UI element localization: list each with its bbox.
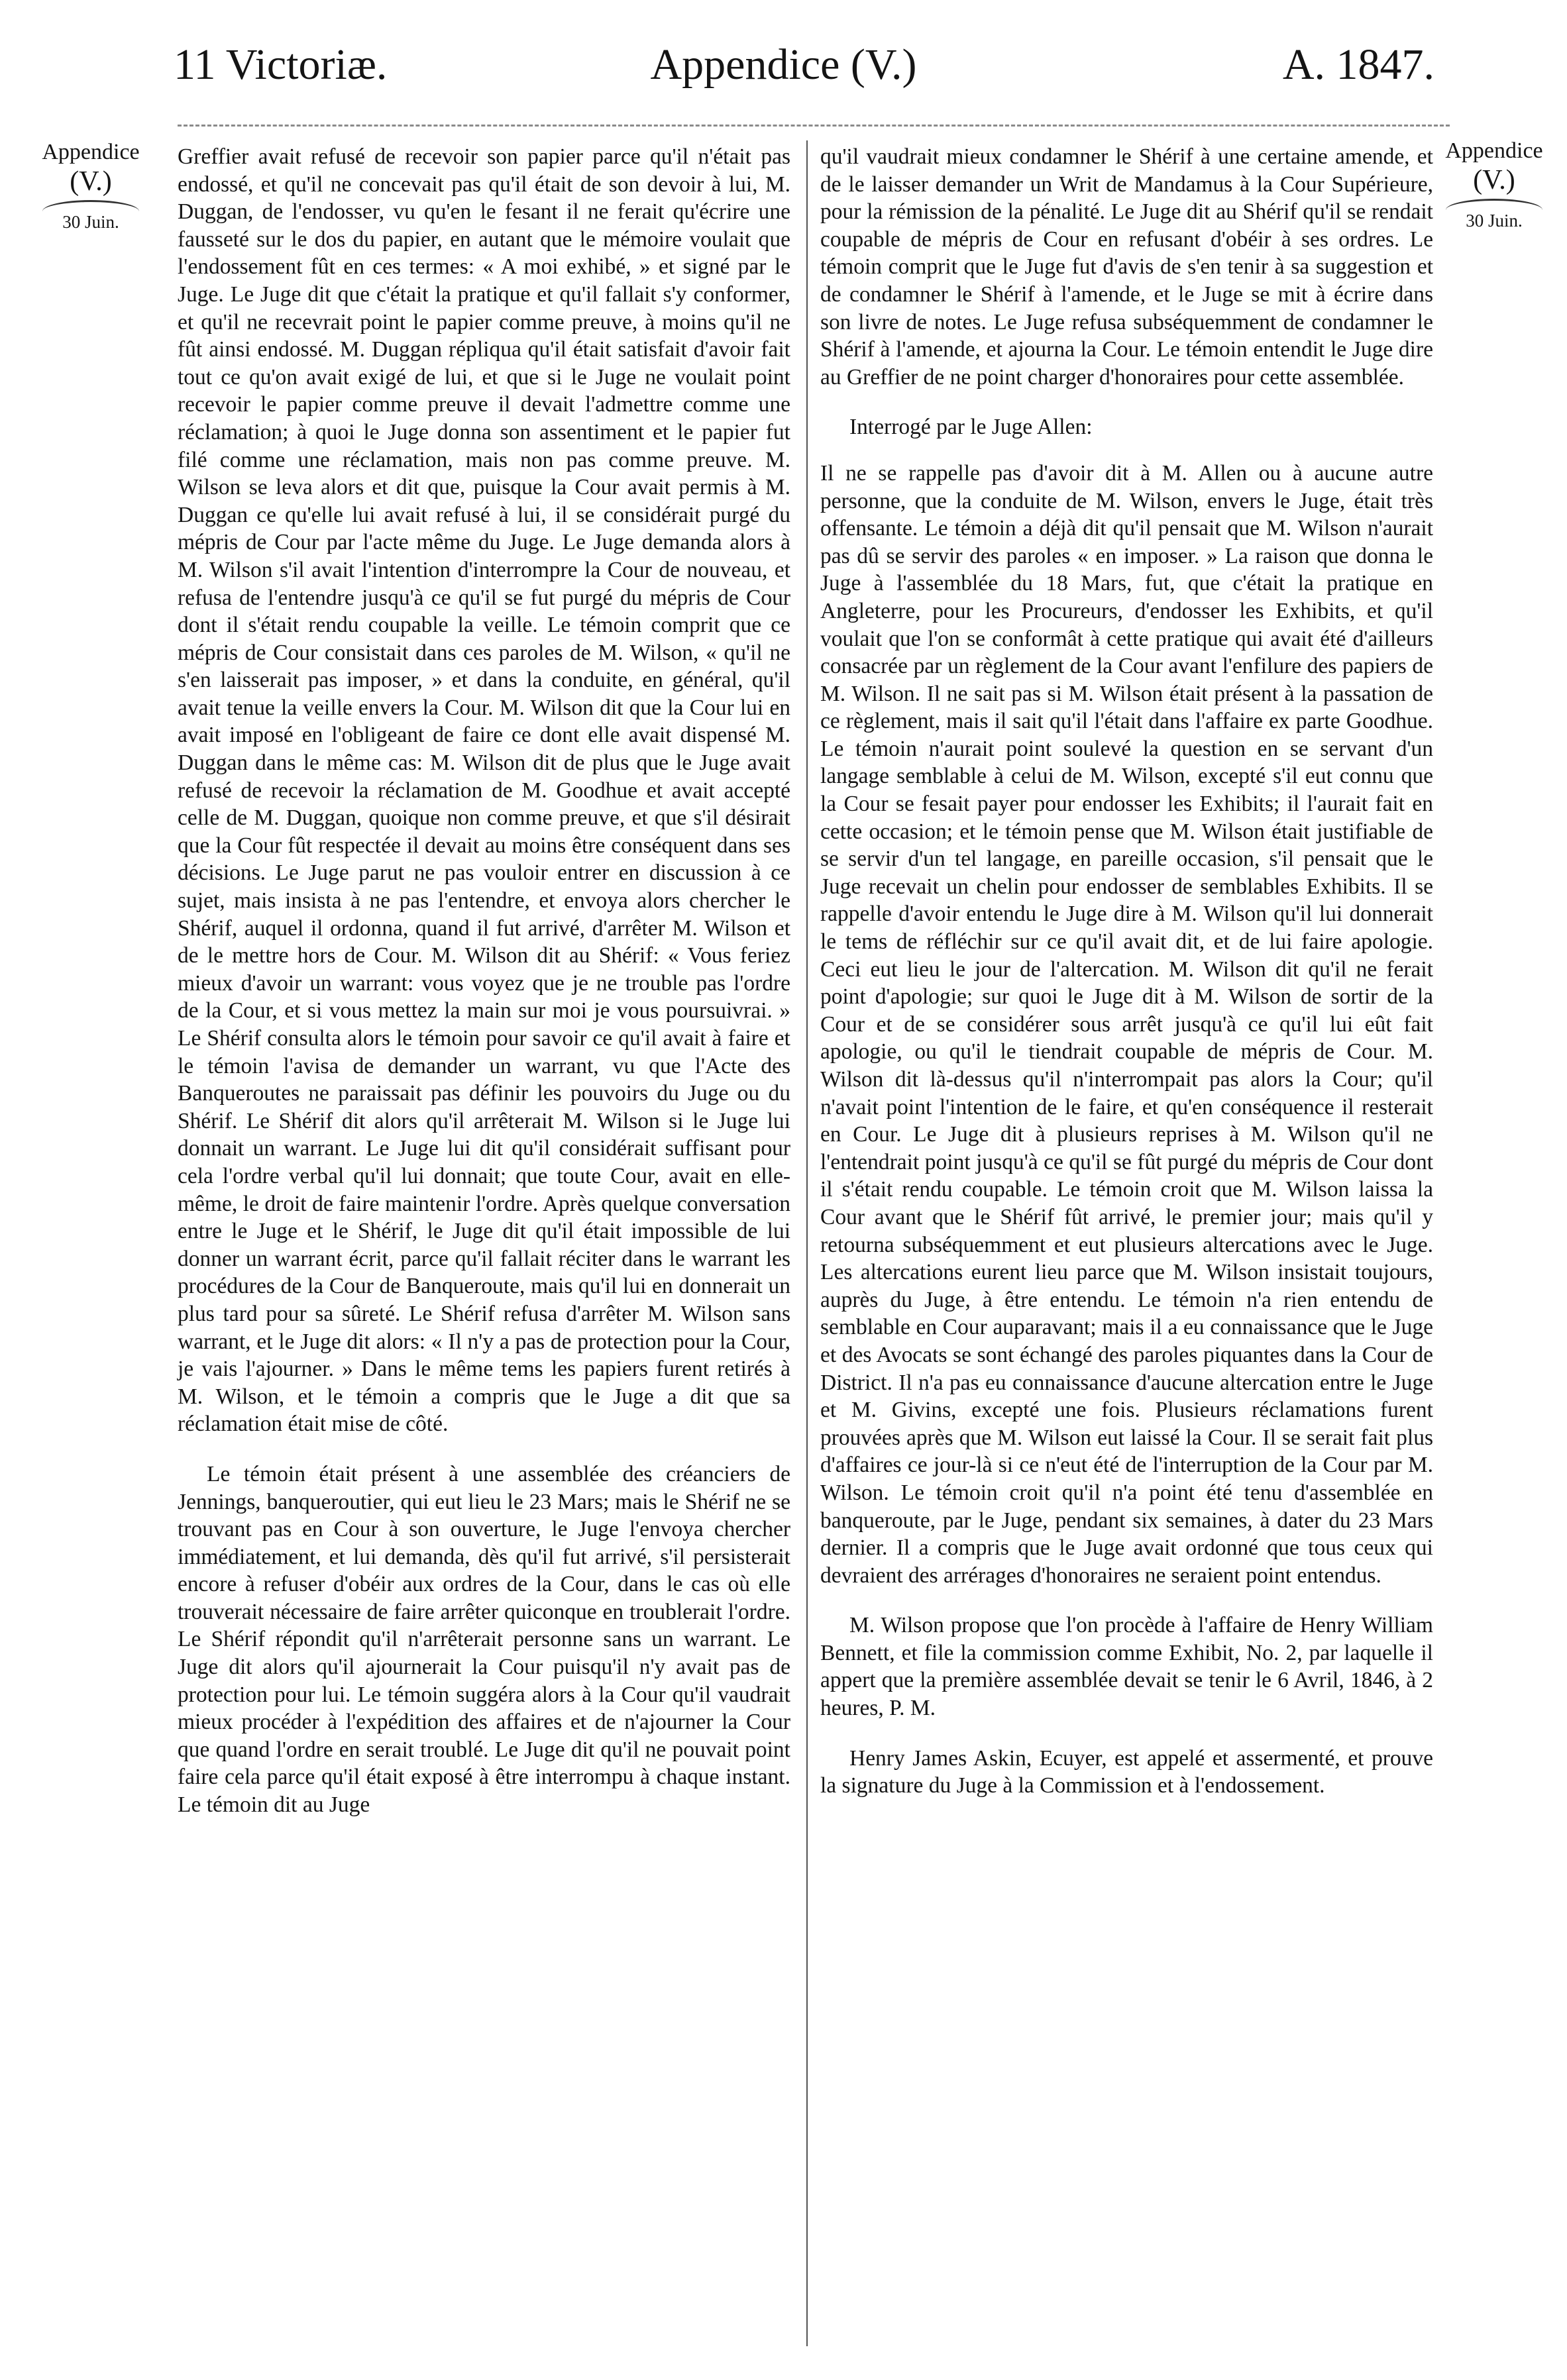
paragraph: Greffier avait refusé de recevoir son papier parce qu'il n'était pas endossé, et qu'il ne concevait pas qu'il était de son devoir à lui, M. Duggan, de l'endosser, vu qu'en le fesant il ne ferait qu'écrire une fausseté sur le dos du papier, en autant que le mémoire voulait que l'endossement fût en ces termes: « A moi exhibé, » et signé par le Juge. Le Juge dit que c'était la pratique et qu'il fallait s'y conformer, et qu'il ne recevrait point le papier comme preuve, à moins qu'il ne fût ainsi endossé. M. Duggan répliqua qu'il était satisfait d'avoir fait tout ce qu'on avait exigé de lui, et que si le Juge ne voulait point recevoir le papier comme preuve il devait l'admettre comme une réclamation; à quoi le Juge donna son assentiment et le papier fut filé comme une réclamation, mais non pas comme preuve. M. Wilson se leva alors et dit que, puisque la Cour avait permis à M. Duggan ce qu'elle lui avait refusé à lui, il se considérait purgé du mépris de Cour par l'acte même du Juge. Le Juge demanda alors à M. Wilson s'il avait l'intention d'interrompre la Cour de nouveau, et refusa de l'entendre jusqu'à ce qu'il se fut purgé du mépris de Cour dont il s'était rendu coupable la veille. Le témoin comprit que ce mépris de Cour consistait dans ces paroles de M. Wilson, « qu'il ne s'en laisserait pas imposer, » et dans la conduite, en général, qu'il avait tenue la veille envers la Cour. M. Wilson dit que la Cour lui en avait imposé en l'obligeant de faire ce dont elle avait dispensé M. Duggan dans le même cas: M. Wilson dit de plus que le Juge avait refusé de recevoir la réclamation de M. Goodhue et avait accepté celle de M. Duggan, quoique non comme preuve, et que s'il désirait que la Cour fût respectée il devait au moins être conséquent dans ses décisions. Le Juge parut ne pas vouloir entrer en discussion à ce sujet, mais insista à ne pas l'entendre, et envoya alors chercher le Shérif, auquel il ordonna, quand il fut arrivé, d'arrêter M. Wilson et de le mettre hors de Cour. M. Wilson dit au Shérif: « Vous feriez mieux d'avoir un warrant: vous voyez que je ne trouble pas l'ordre de la Cour, et si vous mettez la main sur moi je vous poursuivrai. » Le Shérif consulta alors le témoin pour savoir ce qu'il avait à faire et le témoin l'avisa de demander un warrant, vu que l'Acte des Banqueroutes ne paraissait pas définir les pouvoirs du Juge ou du Shérif. Le Shérif dit alors qu'il arrêterait M. Wilson si le Juge lui donnait un warrant. Le Juge lui dit qu'il considérait suffisant pour cela l'ordre verbal qu'il lui donnait; que toute Cour, avait en elle-même, le droit de faire maintenir l'ordre. Après quelque conversation entre le Juge et le Shérif, le Juge dit qu'il était impossible de lui donner un warrant écrit, parce qu'il fallait réciter dans le warrant les procédures de la Cour de Banqueroute, mais qu'il lui en donnerait un plus tard pour sa sûreté. Le Shérif refusa d'arrêter M. Wilson sans warrant, et le Juge dit alors: « Il n'y a pas de protection pour la Cour, je vais l'ajourner. » Dans le même tems les papiers furent retirés à M. Wilson, et le témoin a compris que le Juge a dit que sa réclamation était mise de côté. — [178, 144, 790, 1437]
margin-note-letter: (V.) — [1473, 165, 1515, 195]
margin-note-right — [1438, 138, 1550, 231]
brace-icon — [42, 200, 139, 211]
header-year: A. 1847. — [1282, 40, 1434, 89]
margin-note-letter: (V.) — [70, 166, 112, 197]
margin-note-date: 30 Juin. — [1466, 211, 1523, 231]
brace-icon — [1446, 199, 1542, 210]
margin-note-title: Appendice — [42, 140, 140, 164]
column-divider — [806, 140, 808, 2346]
right-column — [820, 143, 1433, 1800]
paragraph: Le témoin était présent à une assemblée des créanciers de Jennings, banqueroutier, qui eut lieu le 23 Mars; mais le Shérif ne se trouvant pas en Cour à son ouverture, le Juge l'envoya chercher immédiatement, et lui demanda, dès qu'il fut arrivé, s'il persisterait encore à refuser d'obéir aux ordres de la Cour, dans le cas où elle trouverait nécessaire de faire arrêter quiconque en troublerait l'ordre. Le Shérif répondit qu'il n'arrêterait personne sans un warrant. Le Juge dit alors qu'il ajournerait la Cour puisqu'il n'y avait pas de protection pour lui. Le témoin suggéra alors à la Cour qu'il vaudrait mieux procéder à l'expédition des affaires et de n'ajourner la Cour que quand l'ordre en serait troublé. Le Juge dit qu'il ne pouvait point faire cela parce qu'il était exposé à être interrompu à chaque instant. Le témoin dit au Juge — [178, 1461, 790, 1818]
header-title: Appendice (V.) — [650, 40, 917, 89]
margin-note-date: 30 Juin. — [62, 212, 119, 232]
paragraph: qu'il vaudrait mieux condamner le Shérif à une certaine amende, et de le laisser demander un Writ de Mandamus à la Cour Supérieure, pour la rémission de la pénalité. Le Juge dit au Shérif qu'il se rendait coupable de mépris de Cour en refusant d'obéir à ses ordres. Le témoin comprit que le Juge fut d'avis de s'en tenir à sa suggestion et de condamner le Shérif à l'amende, et le Juge se mit à écrire dans son livre de notes. Le Juge refusa subséquemment de condamner le Shérif à l'amende, et ajourna la Cour. Le témoin entendit le Juge dire au Greffier de ne point charger d'honoraires pour cette assemblée. — [820, 144, 1433, 389]
header-session: 11 Victoriæ. — [174, 40, 388, 89]
paragraph: M. Wilson propose que l'on procède à l'affaire de Henry William Bennett, et file la commission comme Exhibit, No. 2, par laquelle il appert que la première assemblée devait se tenir le 6 Avril, 1846, à 2 heures, P. M. — [820, 1613, 1433, 1721]
header-rule — [178, 125, 1450, 127]
margin-note-left — [34, 139, 147, 233]
paragraph: Il ne se rappelle pas d'avoir dit à M. Allen ou à aucune autre personne, que la conduite de M. Wilson, envers le Juge, était très offensante. Le témoin a déjà dit qu'il pensait que M. Wilson n'aurait pas dû se servir des paroles « en imposer. » La raison que donna le Juge à l'assemblée du 18 Mars, fut, que c'était la pratique en Angleterre, pour les Procureurs, d'endosser les Exhibits, et qu'il voulait que l'on se conformât à cette pratique qui avait été d'ailleurs consacrée par un règlement de la Cour avant l'enfilure des papiers de M. Wilson. Il ne sait pas si M. Wilson était présent à la passation de ce règlement, mais il sait qu'il l'était dans l'affaire ex parte Goodhue. Le témoin n'aurait point soulevé la question en se servant d'un langage semblable à celui de M. Wilson, excepté s'il eut connu que la Cour se fesait payer pour endosser les Exhibits; il l'aurait fait en cette occasion; et le témoin pense que M. Wilson était justifiable de se servir d'un tel langage, en pareille occasion, s'il pensait que le Juge recevait un chelin pour endosser de semblables Exhibits. Il se rappelle d'avoir entendu le Juge dire à M. Wilson qu'il lui donnerait le tems de réfléchir sur ce qu'il avait dit, et de lui faire apologie. Ceci eut lieu le jour de l'altercation. M. Wilson dit qu'il ne ferait point d'apologie; sur quoi le Juge dit à M. Wilson de sortir de la Cour et de se considérer sous arrêt jusqu'à ce qu'il lui eût fait apologie, ou qu'il le tiendrait coupable de mépris de Cour. M. Wilson dit là-dessus qu'il n'interrompait pas alors la Cour; qu'il n'avait point l'intention de le faire, et qu'en conséquence il resterait en Cour. Le Juge dit à plusieurs reprises à M. Wilson qu'il ne l'entendrait point jusqu'à ce qu'il se fût purgé du mépris de Cour dont il s'était rendu coupable. Le témoin croit que M. Wilson laissa la Cour avant que le Shérif fût arrivé, le premier jour; mais qu'il y retourna subséquemment et eut plusieurs altercations avec le Juge. Les altercations eurent lieu parce que M. Wilson insistait toujours, auprès du Juge, à être entendu. Le témoin n'a rien entendu de semblable en Cour auparavant; mais il a eu connaissance que le Juge et des Avocats se sont échangé des paroles piquantes dans la Cour de District. Il n'a pas eu connaissance d'aucune altercation entre le Juge et M. Givins, excepté une fois. Plusieurs réclamations furent prouvées après que M. Wilson eut laissé la Cour. Il se serait fait plus d'affaires ce jour-là si ce n'eut été de l'interruption de la Cour par M. Wilson. Le témoin croit qu'il n'a point été tenu d'assemblée en banqueroute, par le Juge, pendant six semaines, à dater du 23 Mars dernier. Il a compris que le Juge avait ordonné que tous ceux qui devraient des arrérages d'honoraires ne seraient point entendus. — [820, 460, 1433, 1588]
page-header — [0, 26, 1567, 99]
margin-note-title: Appendice — [1445, 138, 1543, 163]
paragraph: Henry James Askin, Ecuyer, est appelé et assermenté, et prouve la signature du Juge à la Commission et à l'endossement. — [820, 1745, 1433, 1798]
section-heading: Interrogé par le Juge Allen: — [849, 415, 1093, 440]
left-column — [178, 143, 790, 1819]
